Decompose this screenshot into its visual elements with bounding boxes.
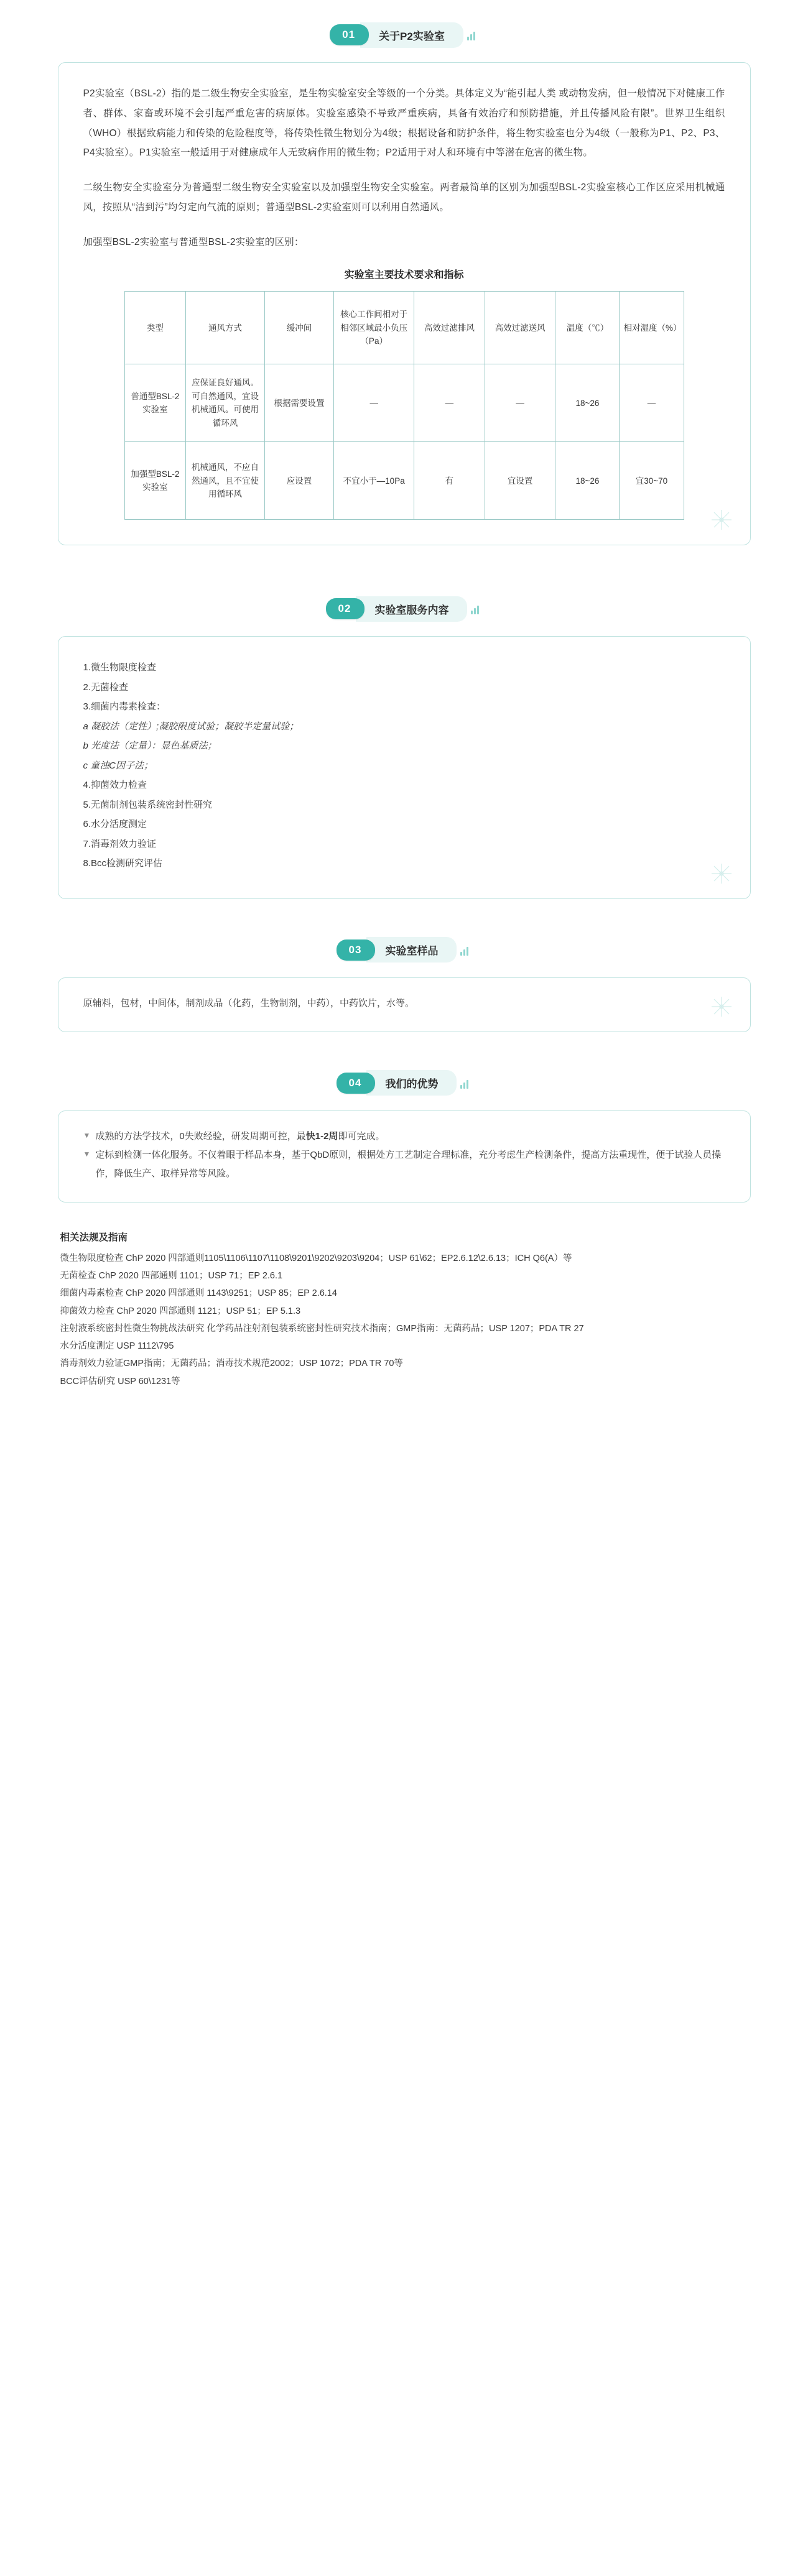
table-header-cell: 类型 [124,292,186,364]
table-header-cell: 高效过滤送风 [485,292,555,364]
list-item: 7.消毒剂效力验证 [83,838,157,849]
table-header-cell: 缓冲间 [264,292,334,364]
reference-line: 微生物限度检查 ChP 2020 四部通则1105\1106\1107\1108\9201\9202\9203\9204；USP 61\62；EP2.6.12\2.6.13；ICH Q6(A）等 [60,1253,572,1263]
section-title: 我们的优势 [366,1070,457,1096]
list-item: 4.抑菌效力检查 [83,780,147,791]
list-item: c 童浊C因子法； [83,760,154,771]
bars-decoration-icon [471,603,482,614]
references-title: 相关法规及指南 [60,1232,128,1243]
table-cell: 不宜小于—10Pa [334,442,414,520]
reference-line: 抑菌效力检查 ChP 2020 四部通则 1121；USP 51；EP 5.1.3 [60,1306,301,1316]
list-item: 1.微生物限度检查 [83,662,157,673]
table-header-cell: 通风方式 [186,292,265,364]
table-header-row [124,292,684,364]
spec-table [124,291,684,520]
advantage-highlight: 快1-2周 [305,1130,338,1142]
section-header-01 [0,19,808,51]
section-number-badge: 04 [337,1073,376,1094]
table-cell: — [620,364,684,442]
section-number-badge: 03 [337,939,376,961]
table-cell: 18~26 [555,364,620,442]
section-title: 实验室服务内容 [356,596,467,622]
list-item: 6.水分活度测定 [83,819,147,830]
table-title: 实验室主要技术要求和指标 [344,270,464,281]
advantage-item [83,1127,725,1146]
list-item: 5.无菌制剂包装系统密封性研究 [83,799,213,810]
bars-decoration-icon [467,29,478,40]
triangle-bullet-icon: ▼ [83,1149,91,1158]
reference-line: 细菌内毒素检查 ChP 2020 四部通则 1143\9251；USP 85；EP 2.6.14 [60,1288,337,1299]
table-row [124,364,684,442]
samples-card [58,977,751,1032]
about-card [58,62,751,545]
table-cell: — [414,364,485,442]
reference-line: 无菌检查 ChP 2020 四部通则 1101；USP 71；EP 2.6.1 [60,1271,283,1281]
table-cell: 应设置 [264,442,334,520]
list-item: 3.细菌内毒素检查： [83,701,166,713]
table-cell: 应保证良好通风。可自然通风，宜设机械通风。可使用循环风 [186,364,265,442]
about-paragraph-2: 二级生物安全实验室分为普通型二级生物安全实验室以及加强型生物安全实验室。两者最简单的区别为加强型BSL-2实验室核心工作区应采用机械通风，按照从“洁到污”均匀定向气流的原则；普通型BSL-2实验室则可以利用自然通风。 [83,182,725,213]
table-cell: 根据需要设置 [264,364,334,442]
bars-decoration-icon [460,1078,471,1089]
section-title: 实验室样品 [366,937,457,963]
list-item: 8.Bcc检测研究评估 [83,858,163,869]
table-header-cell: 高效过滤排风 [414,292,485,364]
section-header-02 [0,593,808,625]
advantage-text: 定标到检测一体化服务。不仅着眼于样品本身，基于QbD原则，根据处方工艺制定合理标准，充分考虑生产检测条件，提高方法重现性，便于试验人员操作，降低生产、取样异常等风险。 [95,1149,722,1179]
section-title: 关于P2实验室 [360,22,463,48]
reference-line: BCC评估研究 USP 60\1231等 [60,1376,180,1387]
table-header-cell: 温度（℃） [555,292,620,364]
section-number-badge: 02 [326,598,365,619]
references-block [58,1230,751,1390]
table-cell: 有 [414,442,485,520]
bars-decoration-icon [460,944,471,956]
table-row [124,442,684,520]
reference-line: 消毒剂效力验证GMP指南；无菌药品；消毒技术规范2002；USP 1072；PDA TR 70等 [60,1359,403,1369]
list-item: b 光度法（定量）：显色基质法； [83,741,217,752]
table-cell: 加强型BSL-2实验室 [124,442,186,520]
section-number-badge: 01 [330,24,369,45]
list-item: a 凝胶法（定性）;凝胶限度试验；凝胶半定量试验； [83,721,299,732]
reference-line: 注射液系统密封性微生物挑战法研究 化学药品注射剂包装系统密封性研究技术指南；GMP指南：无菌药品；USP 1207；PDA TR 27 [60,1323,584,1334]
snowflake-decoration-icon [709,861,734,886]
table-header-cell: 相对湿度（%） [620,292,684,364]
reference-line: 水分活度测定 USP 1112\795 [60,1341,174,1352]
triangle-bullet-icon: ▼ [83,1130,91,1140]
about-paragraph-1: P2实验室（BSL-2）指的是二级生物安全实验室，是生物实验室安全等级的一个分类。具体定义为“能引起人类 或动物发病，但一般情况下对健康工作者、群体、家畜或环境不会引起严重危害的病原体。实验室感染不导致严重疾病，具备有效治疗和预防措施，并且传播风险有限”。世界卫生组织（WHO）根据致病能力和传染的危险程度等，将传染性微生物划分为4级；根据设备和防护条件，将生物实验室也分为4级（一般称为P1、P2、P3、P4实验室）。P1实验室一般适用于对健康成年人无致病作用的微生物；P2适用于对人和环境有中等潜在危害的微生物。 [83,88,725,159]
snowflake-decoration-icon [709,507,734,532]
section-header-03 [0,934,808,966]
advantage-text-tail: 即可完成。 [338,1130,385,1142]
table-header-cell: 核心工作间相对于相邻区域最小负压（Pa） [334,292,414,364]
about-paragraph-3: 加强型BSL-2实验室与普通型BSL-2实验室的区别： [83,236,304,247]
table-cell: 18~26 [555,442,620,520]
services-card [58,636,751,899]
table-cell: 宜设置 [485,442,555,520]
advantages-card [58,1110,751,1203]
samples-text: 原辅料，包材，中间体，制剂成品（化药，生物制剂，中药），中药饮片，水等。 [83,997,415,1009]
table-cell: 宜30~70 [620,442,684,520]
table-cell: — [334,364,414,442]
table-cell: — [485,364,555,442]
advantage-text: 成熟的方法学技术，0失败经验，研发周期可控，最 [95,1130,306,1142]
advantage-item [83,1146,725,1183]
table-cell: 机械通风，不应自然通风，且不宜使用循环风 [186,442,265,520]
section-header-04 [0,1067,808,1099]
snowflake-decoration-icon [709,994,734,1019]
table-cell: 普通型BSL-2实验室 [124,364,186,442]
list-item: 2.无菌检查 [83,681,129,693]
